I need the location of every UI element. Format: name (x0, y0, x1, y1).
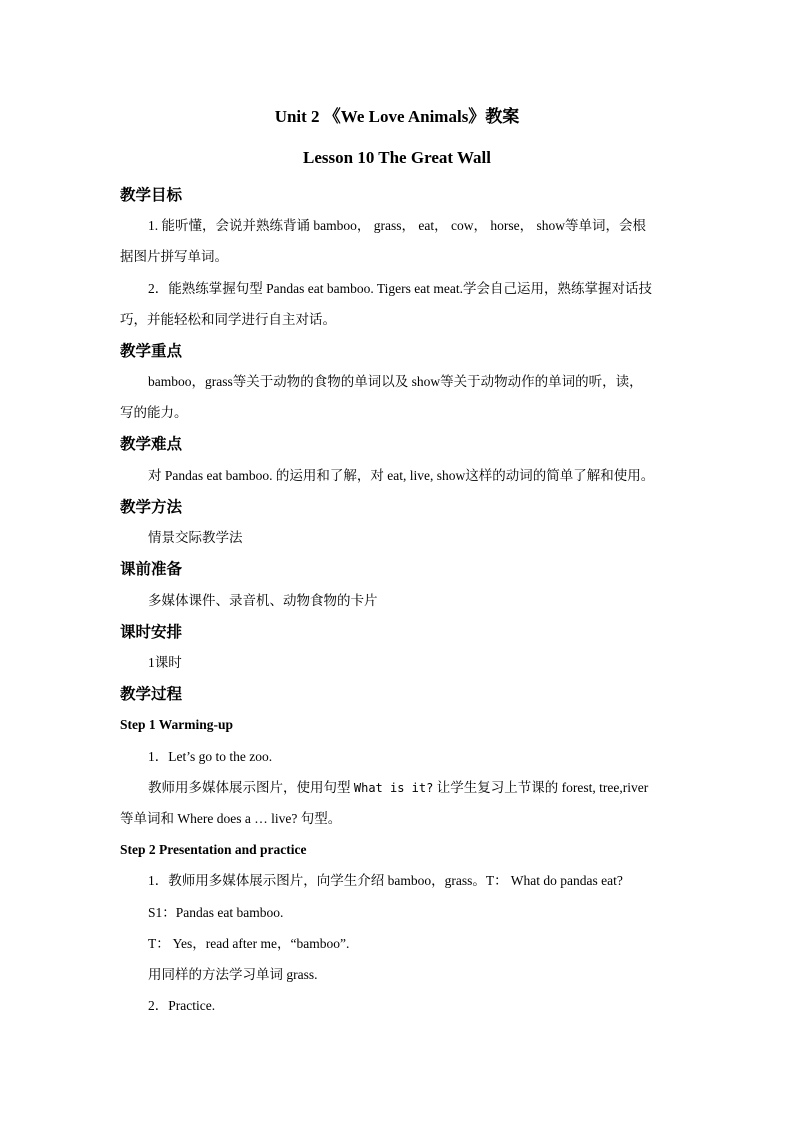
objective-2-line-1: 2．能熟练掌握句型 Pandas eat bamboo. Tigers eat meat.学会自己运用，熟练掌握对话技 (148, 281, 652, 296)
step-2-teacher-line: T： Yes，read after me，“bamboo”. (148, 936, 350, 951)
difficulties-heading: 教学难点 (120, 435, 183, 453)
step-2-same-method-line: 用同样的方法学习单词 grass. (148, 967, 318, 982)
schedule-line-1: 1课时 (148, 655, 182, 670)
key-points-line-2: 写的能力。 (120, 405, 188, 420)
schedule-heading: 课时安排 (120, 623, 183, 641)
step-1-item-1: 1．Let’s go to the zoo. (148, 749, 273, 764)
step-1-title: Step 1 Warming-up (120, 717, 234, 732)
document-title: Unit 2 《We Love Animals》教案 (274, 107, 520, 126)
objective-1-line-2: 据图片拼写单词。 (120, 249, 228, 264)
lesson-title: Lesson 10 The Great Wall (303, 148, 491, 167)
step-1-paragraph-text-b: 让学生复习上节课的 forest, tree,river (433, 780, 649, 795)
step-2-item-2: 2．Practice. (148, 998, 216, 1013)
objective-1-line-1: 1. 能听懂，会说并熟练背诵 bamboo， grass， eat， cow， horse， show等单词，会根 (148, 218, 646, 233)
step-1-paragraph-text-a: 教师用多媒体展示图片，使用句型 (148, 780, 354, 795)
methods-line-1: 情景交际教学法 (148, 530, 243, 545)
step-1-paragraph-line-2: 等单词和 Where does a … live? 句型。 (120, 811, 342, 826)
preparation-heading: 课前准备 (120, 560, 183, 578)
objectives-heading: 教学目标 (120, 186, 183, 204)
step-2-item-1: 1．教师用多媒体展示图片，向学生介绍 bamboo，grass。T： What do pandas eat? (148, 873, 623, 888)
step-1-paragraph-code: What is it? (353, 781, 434, 795)
preparation-line-1: 多媒体课件、录音机、动物食物的卡片 (148, 593, 378, 608)
step-1-paragraph-line-1 (148, 779, 648, 797)
key-points-line-1: bamboo，grass等关于动物的食物的单词以及 show等关于动物动作的单词的听，读， (148, 374, 643, 389)
methods-heading: 教学方法 (120, 498, 183, 516)
step-2-student-line: S1：Pandas eat bamboo. (148, 905, 284, 920)
difficulties-line-1: 对 Pandas eat bamboo. 的运用和了解，对 eat, live, show这样的动词的简单了解和使用。 (148, 468, 655, 483)
process-heading: 教学过程 (120, 685, 183, 703)
objective-2-line-2: 巧，并能轻松和同学进行自主对话。 (120, 312, 336, 327)
key-points-heading: 教学重点 (120, 342, 183, 360)
step-2-title: Step 2 Presentation and practice (120, 842, 307, 857)
